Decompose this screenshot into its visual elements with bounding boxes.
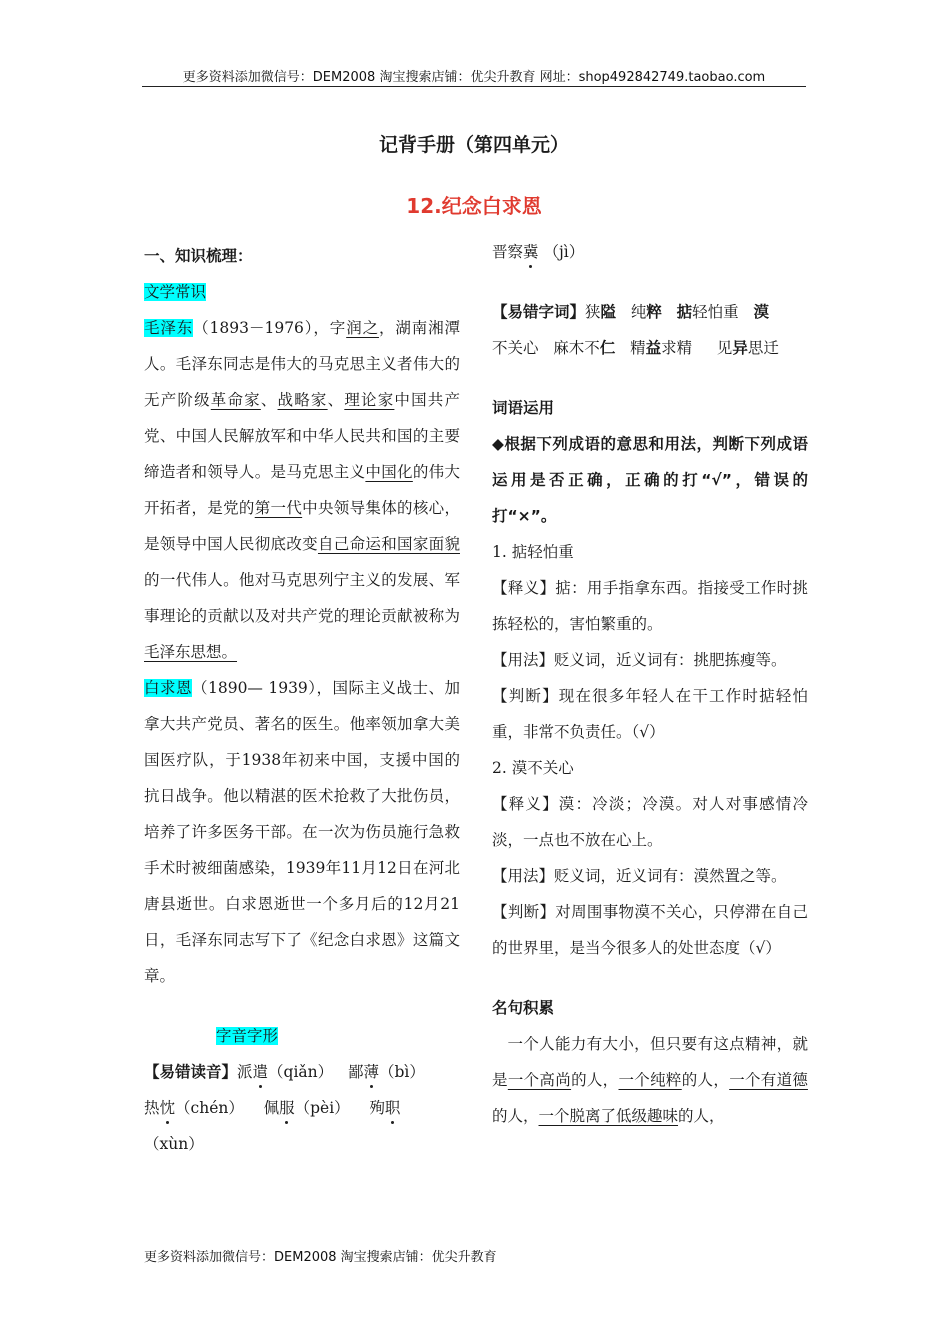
quote-paragraph (492, 1026, 808, 1134)
idiom-2-usage: 【用法】贬义词，近义词有：漠然置之等。 (492, 867, 787, 885)
typo-pre: 狭 (585, 303, 601, 321)
typo-bold: 隘 (600, 302, 617, 321)
pron-char: 鄙 (347, 1063, 364, 1081)
quote-text-3: 的人， (681, 1071, 730, 1089)
mao-text-6: 的一代伟人。他对马克思列宁主义的发展、军事理论的贡献以及对共产党的理论贡献被称为 (144, 571, 460, 625)
idiom-1-title: 1. 掂轻怕重 (492, 543, 574, 561)
pron-item (348, 1063, 425, 1081)
bethune-text: （1890— 1939），国际主义战士、加拿大共产党员、著名的医生。他率领加拿大美国医疗队，于1938年初来中国，支援中国的抗日战争。他以精湛的医术抢救了大批伤员，培养了许多医务干部。在一次为伤员施行急救手术时被细菌感染，1939年11月12日在河北唐县逝世。白求恩逝世一个多月后的12月21日，毛泽东同志写下了《纪念白求恩》这篇文章。 (144, 679, 460, 985)
pron-char: 晋察 (492, 243, 524, 261)
pron-dotted-char: 冀 (523, 234, 539, 270)
typo-bold: 仁 (599, 338, 616, 357)
pron-dotted-char: 遣 (253, 1054, 269, 1090)
idiom-1-usage: 【用法】贬义词，近义词有：挑肥拣瘦等。 (492, 651, 787, 669)
mao-courtesy: 润之 (346, 319, 379, 337)
pron-char: 热 (144, 1099, 160, 1117)
literature-label: 文学常识 (144, 283, 207, 301)
pron-dotted-char: 忱 (160, 1090, 176, 1126)
typo-post: 思迁 (747, 339, 779, 357)
pron-items (144, 1054, 460, 1162)
pron-heading: 【易错读音】 (144, 1063, 238, 1081)
quote-text-2: 的人， (571, 1071, 619, 1089)
idiom-1-judge: 【判断】现在很多年轻人在干工作时掂轻怕重，非常不负责任。（√） (492, 687, 808, 741)
typo-word (553, 339, 615, 357)
typo-post: 不关心 (492, 339, 539, 357)
mao-role-2: 战略家 (277, 391, 328, 409)
quote-text-4: 的人， (492, 1107, 539, 1125)
typo-word (677, 303, 739, 321)
mao-keyword-6: 自己命运和国家面貌 (317, 535, 460, 553)
typo-word (585, 303, 616, 321)
typo-pre: 精 (630, 339, 646, 357)
typo-heading: 【易错字词】 (492, 303, 586, 321)
typo-words (492, 294, 808, 366)
pron-item (237, 1063, 333, 1081)
usage-heading: 词语运用 (492, 399, 555, 417)
mao-paragraph (144, 310, 460, 670)
pron-pinyin: （xùn） (144, 1135, 204, 1153)
pron-item (264, 1099, 350, 1117)
quote-key-3: 一个有道德 (729, 1071, 808, 1089)
quote-key-4: 一个脱离了低级趣味 (538, 1107, 679, 1125)
mao-name: 毛泽东 (144, 319, 194, 337)
header-divider (142, 86, 806, 87)
spacer (492, 270, 808, 294)
quote-key-2: 一个纯粹 (618, 1071, 682, 1089)
mao-text-1: （1893－1976），字 (193, 319, 347, 337)
idiom-2-judge: 【判断】对周围事物漠不关心，只停滞在自己的世界里，是当今很多人的处世态度（√） (492, 903, 808, 957)
typo-word (631, 303, 662, 321)
idiom-2-meaning: 【释义】漠：冷淡；冷漠。对人对事感情冷淡，一点也不放在心上。 (492, 795, 808, 849)
typo-bold: 掂 (676, 302, 693, 321)
pron-char: 派 (237, 1063, 253, 1081)
mao-keyword-5: 第一代 (254, 499, 303, 517)
spacer (492, 366, 808, 390)
mao-sep-1: 、 (260, 391, 278, 409)
pron-dotted-char: 薄 (363, 1054, 379, 1090)
pron-pinyin: （bì） (378, 1063, 425, 1081)
quote-key-1: 一个高尚 (507, 1071, 572, 1089)
bethune-name: 白求恩 (144, 679, 192, 697)
idiom-1-meaning: 【释义】掂：用手指拿东西。指接受工作时挑拣轻松的，害怕繁重的。 (492, 579, 808, 633)
pron-char: 佩 (263, 1099, 280, 1117)
bethune-paragraph (144, 670, 460, 994)
mao-role-1: 革命家 (210, 391, 261, 409)
typo-bold: 异 (732, 338, 748, 357)
pron-label: 字音字形 (216, 1027, 279, 1045)
pron-pinyin: （jì） (538, 243, 585, 261)
pron-pinyin: （chén） (175, 1099, 244, 1117)
spacer (492, 966, 808, 990)
typo-pre: 见 (716, 339, 733, 357)
typo-bold: 漠 (753, 302, 769, 321)
pron-pinyin: （qiǎn） (268, 1063, 334, 1081)
lesson-title: 12.纪念白求恩 (406, 194, 542, 218)
typo-word (630, 339, 692, 357)
typo-bold: 粹 (646, 302, 662, 321)
mao-text-3: 中国共产党、中国人民解放军和中华人民共和国的主要缔造者和领导人。是马克思主义 (144, 391, 460, 481)
typo-word (717, 339, 779, 357)
page-title: 记背手册（第四单元） (378, 134, 569, 156)
typo-bold: 益 (645, 338, 662, 357)
idiom-2-title: 2. 漠不关心 (492, 759, 574, 777)
pron-label-line (144, 1018, 460, 1054)
usage-instruction: ◆根据下列成语的意思和用法，判断下列成语运用是否正确，正确的打“√”，错误的打“×”。 (492, 435, 808, 525)
typo-pre: 纯 (630, 303, 647, 321)
pron-dotted-char: 职 (385, 1090, 401, 1126)
pron-dotted-char: 服 (279, 1090, 295, 1126)
typo-post: 轻怕重 (692, 303, 739, 321)
mao-role-3: 理论家 (344, 391, 395, 409)
right-column (492, 234, 808, 1134)
mao-text-5: 中央领导集体的核心，是领导中国人民彻底改变 (144, 499, 460, 553)
mao-text-2: ，湖南湘潭人。毛泽东同志是伟大的马克思主义者伟大的无产阶级 (144, 319, 460, 409)
section-heading: 一、知识梳理： (144, 247, 253, 265)
typo-post: 求精 (661, 339, 693, 357)
page-footer: 更多资料添加微信号：DEM2008 淘宝搜索店铺：优尖升教育 (144, 1250, 497, 1265)
spacer (144, 994, 460, 1018)
mao-keyword-7: 毛泽东思想。 (144, 643, 238, 661)
left-column (144, 238, 460, 1162)
pron-item (144, 1099, 244, 1117)
quote-heading: 名句积累 (492, 999, 555, 1017)
literature-label-line (144, 274, 460, 310)
mao-keyword-4: 中国化 (365, 463, 413, 481)
quote-text-1: 一个人能力有大小，但只要有这点精神，就是 (492, 1035, 808, 1089)
pron-continued (492, 234, 808, 270)
mao-sep-2: 、 (327, 391, 345, 409)
pron-char: 殉 (369, 1099, 385, 1117)
pron-pinyin: （pèi） (294, 1099, 350, 1117)
page-header: 更多资料添加微信号：DEM2008 淘宝搜索店铺：优尖升教育 网址：shop492842749.taobao.com (182, 70, 766, 85)
quote-text-5: 的人， (678, 1107, 725, 1125)
typo-pre: 麻木不 (553, 339, 600, 357)
mao-text-4: 的伟大开拓者，是党的 (144, 463, 460, 517)
